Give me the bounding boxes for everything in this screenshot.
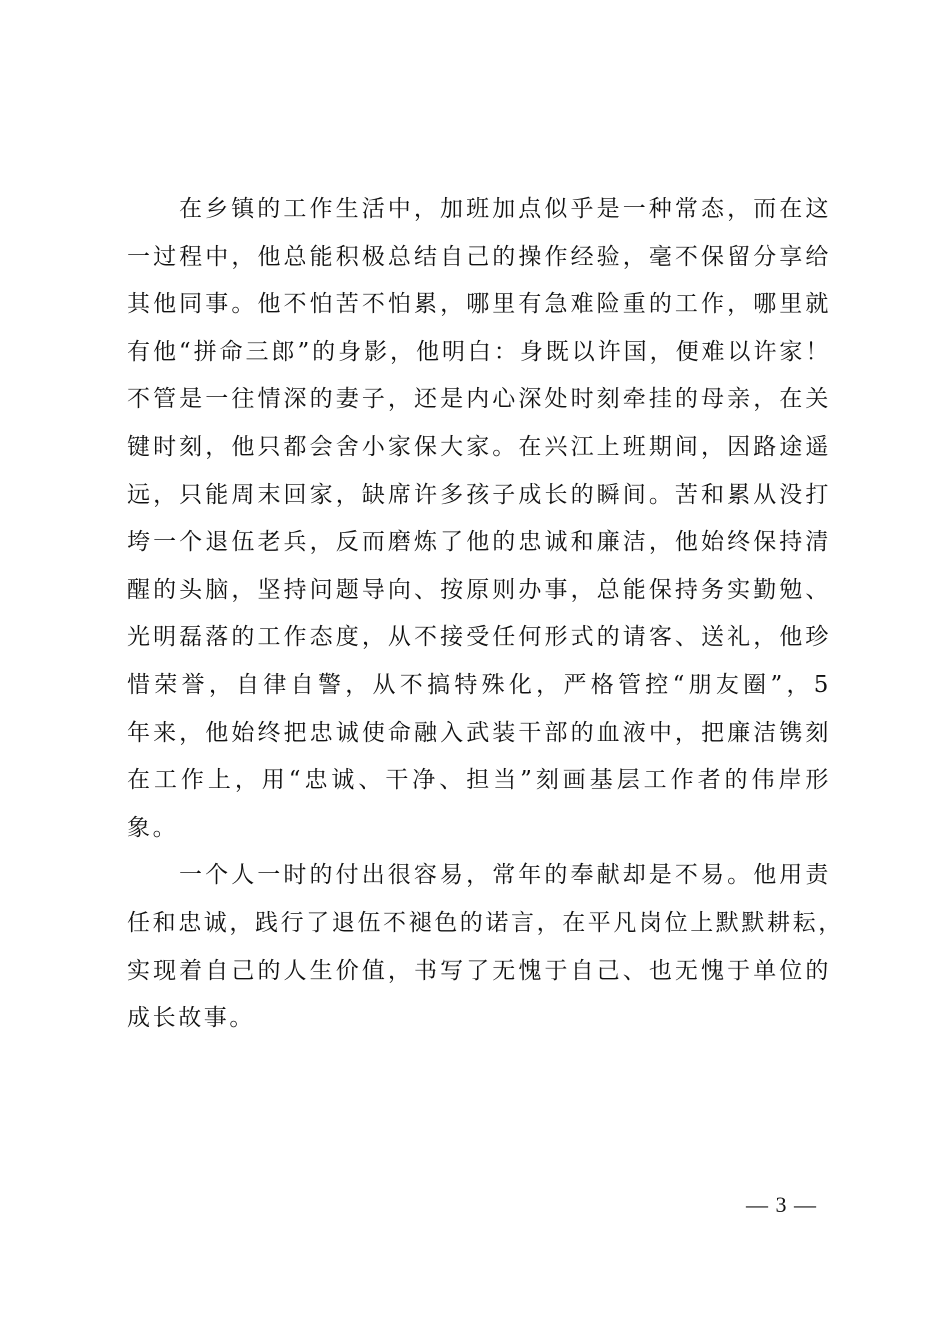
paragraph-2-line-2: 任和忠诚，践行了退伍不褪色的诺言，在平凡岗位上默默耕耘， <box>127 909 844 936</box>
paragraph-2-line-4: 成长故事。 <box>127 1005 255 1032</box>
paragraph-1-line-7: 远，只能周末回家，缺席许多孩子成长的瞬间。苦和累从没打 <box>127 481 831 508</box>
paragraph-2-line-1: 一个人一时的付出很容易，常年的奉献却是不易。他用责 <box>179 862 831 889</box>
paragraph-1-line-2: 一过程中，他总能积极总结自己的操作经验，毫不保留分享给 <box>127 243 831 270</box>
body-text <box>127 186 847 1043</box>
paragraph-1-line-14: 象。 <box>127 814 179 841</box>
paragraph-1-line-13: 在工作上，用“忠诚、干净、担当”刻画基层工作者的伟岸形 <box>127 767 831 794</box>
paragraph-1-line-5: 不管是一往情深的妻子，还是内心深处时刻牵挂的母亲，在关 <box>127 386 831 413</box>
paragraph-2-line-3: 实现着自己的人生价值，书写了无愧于自己、也无愧于单位的 <box>127 957 831 984</box>
paragraph-1-line-6: 键时刻，他只都会舍小家保大家。在兴江上班期间，因路途遥 <box>127 433 831 460</box>
paragraph-1-line-3: 其他同事。他不怕苦不怕累，哪里有急难险重的工作，哪里就 <box>127 291 831 318</box>
paragraph-1-line-11: 惜荣誉，自律自警，从不搞特殊化，严格管控“朋友圈”，5 <box>127 671 831 698</box>
page-number: — 3 — <box>746 1192 817 1217</box>
paragraph-1-line-1: 在乡镇的工作生活中，加班加点似乎是一种常态，而在这 <box>179 196 831 222</box>
paragraph-1-line-9: 醒的头脑，坚持问题导向、按原则办事，总能保持务实勤勉、 <box>127 576 831 603</box>
paragraph-1-line-8: 垮一个退伍老兵，反而磨炼了他的忠诚和廉洁，他始终保持清 <box>127 529 831 556</box>
paragraph-1-line-4: 有他“拼命三郎”的身影，他明白：身既以许国，便难以许家！ <box>127 338 831 365</box>
paragraph-1-line-12: 年来，他始终把忠诚使命融入武装干部的血液中，把廉洁镌刻 <box>127 719 831 746</box>
paragraph-1-line-10: 光明磊落的工作态度，从不接受任何形式的请客、送礼，他珍 <box>127 624 831 651</box>
